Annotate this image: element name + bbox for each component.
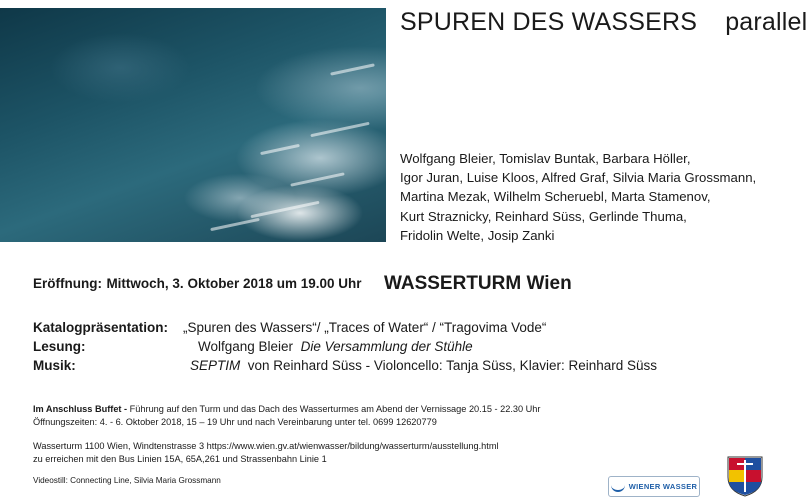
buffet-line <box>33 403 540 416</box>
buffet-label: Im Anschluss Buffet - <box>33 404 128 414</box>
reading-title: Die Versammlung der Stühle <box>300 339 473 354</box>
artist-line: Kurt Straznicky, Reinhard Süss, Gerlinde Thuma, <box>400 208 687 224</box>
opening-venue: WASSERTURM Wien <box>383 273 572 294</box>
artist-list <box>400 149 785 245</box>
music-details: von Reinhard Süss - Violoncello: Tanja Süss, Klavier: Reinhard Süss <box>247 358 657 373</box>
catalog-value: „Spuren des Wassers“/ „Traces of Water“ / “Tragovima Vode“ <box>183 320 547 335</box>
opening-line <box>33 272 572 294</box>
hours-line: Öffnungszeiten: 4. - 6. Oktober 2018, 15 – 19 Uhr und nach Vereinbarung unter tel. 0699 12620779 <box>33 417 437 427</box>
catalog-label: Katalogpräsentation: <box>33 320 169 335</box>
coat-of-arms-icon <box>726 455 764 497</box>
wiener-wasser-logo <box>608 476 700 497</box>
title-subtitle: parallel <box>725 8 807 36</box>
info-block <box>33 403 540 429</box>
music-title: SEPTIM <box>190 358 241 373</box>
photo-credit: Videostill: Connecting Line, Silvia Maria Grossmann <box>33 476 221 485</box>
address-line: Wasserturm 1100 Wien, Windtenstrasse 3 https://www.wien.gv.at/wienwasser/bildung/wasserturm/ausstellung.html <box>33 441 499 451</box>
music-value <box>190 356 657 375</box>
reading-value <box>198 337 473 356</box>
buffet-text: Führung auf den Turm und das Dach des Wasserturmes am Abend der Vernissage 20.15 - 22.30 Uhr <box>129 404 541 414</box>
artist-line: Martina Mezak, Wilhelm Scheruebl, Marta Stamenov, <box>400 189 711 205</box>
wave-icon <box>611 482 625 492</box>
title-text: SPUREN DES WASSERS <box>400 8 698 36</box>
page-title <box>400 8 807 37</box>
reading-label: Lesung: <box>33 339 86 354</box>
water-photo <box>0 8 386 242</box>
artist-line: Igor Juran, Luise Kloos, Alfred Graf, Silvia Maria Grossmann, <box>400 170 757 186</box>
artist-line: Fridolin Welte, Josip Zanki <box>400 227 555 243</box>
transport-line: zu erreichen mit den Bus Linien 15A, 65A,261 und Strassenbahn Linie 1 <box>33 454 327 464</box>
artist-line: Wolfgang Bleier, Tomislav Buntak, Barbara Höller, <box>400 151 691 166</box>
opening-datetime: Mittwoch, 3. Oktober 2018 um 19.00 Uhr <box>106 276 362 291</box>
music-label: Musik: <box>33 358 76 373</box>
opening-label: Eröffnung: <box>33 276 102 291</box>
reading-author: Wolfgang Bleier <box>198 339 294 354</box>
address-block <box>33 440 499 466</box>
logo-text: WIENER WASSER <box>628 482 698 491</box>
